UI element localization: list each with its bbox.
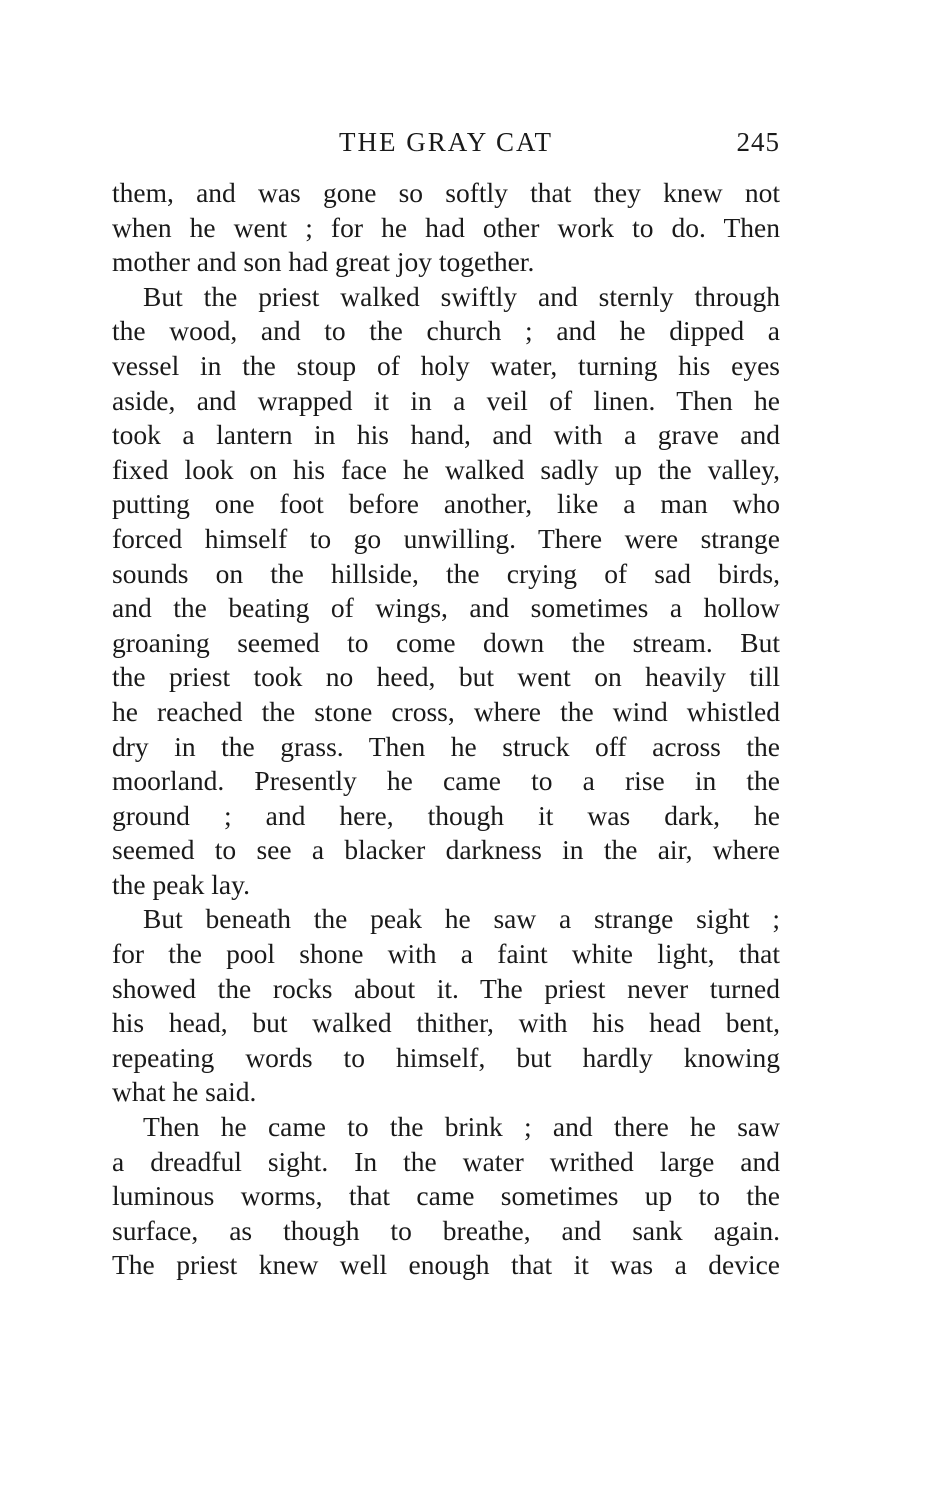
text-line: fixed look on his face he walked sadly up the valley, [112, 453, 780, 485]
text-line: repeating words to himself, but hardly knowing [112, 1041, 780, 1073]
text-line: ground ; and here, though it was dark, he [112, 799, 780, 831]
text-line: forced himself to go unwilling. There were strange [112, 522, 780, 554]
running-title: THE GRAY CAT [338, 127, 553, 157]
text-line: showed the rocks about it. The priest never turned [112, 972, 780, 1004]
text-line: the priest took no heed, but went on heavily till [112, 661, 780, 693]
text-line: the wood, and to the church ; and he dipped a [112, 315, 780, 347]
body-text [112, 176, 780, 1283]
text-line: seemed to see a blacker darkness in the air, where [112, 834, 780, 866]
text-line: what he said. [112, 1076, 257, 1108]
text-line: for the pool shone with a faint white light, that [112, 938, 780, 970]
text-line: luminous worms, that came sometimes up to the [112, 1180, 780, 1212]
text-line: vessel in the stoup of holy water, turning his eyes [112, 349, 780, 381]
text-line: groaning seemed to come down the stream. But [112, 626, 780, 658]
text-line: The priest knew well enough that it was a device [112, 1249, 780, 1281]
text-line: surface, as though to breathe, and sank again. [112, 1214, 780, 1246]
text-line: aside, and wrapped it in a veil of linen. Then he [112, 384, 780, 416]
text-line: and the beating of wings, and sometimes a hollow [112, 592, 780, 624]
text-line: took a lantern in his hand, and with a grave and [112, 419, 780, 451]
text-line: a dreadful sight. In the water writhed large and [112, 1145, 780, 1177]
text-line: putting one foot before another, like a man who [112, 488, 780, 520]
page-number: 245 [736, 127, 780, 157]
text-line: dry in the grass. Then he struck off across the [112, 730, 780, 762]
text-line: them, and was gone so softly that they knew not [112, 177, 780, 208]
text-line: Then he came to the brink ; and there he saw [143, 1111, 780, 1143]
text-line: when he went ; for he had other work to do. Then [112, 211, 780, 243]
text-line: sounds on the hillside, the crying of sad birds, [112, 557, 780, 589]
text-line: But the priest walked swiftly and sternly through [143, 280, 780, 312]
text-line: But beneath the peak he saw a strange sight ; [143, 903, 780, 935]
text-line: he reached the stone cross, where the wind whistled [112, 695, 780, 727]
text-line: his head, but walked thither, with his head bent, [112, 1007, 780, 1039]
text-line: the peak lay. [112, 868, 250, 900]
text-line: mother and son had great joy together. [112, 246, 535, 278]
running-head [112, 120, 780, 164]
text-line: moorland. Presently he came to a rise in the [112, 765, 780, 797]
